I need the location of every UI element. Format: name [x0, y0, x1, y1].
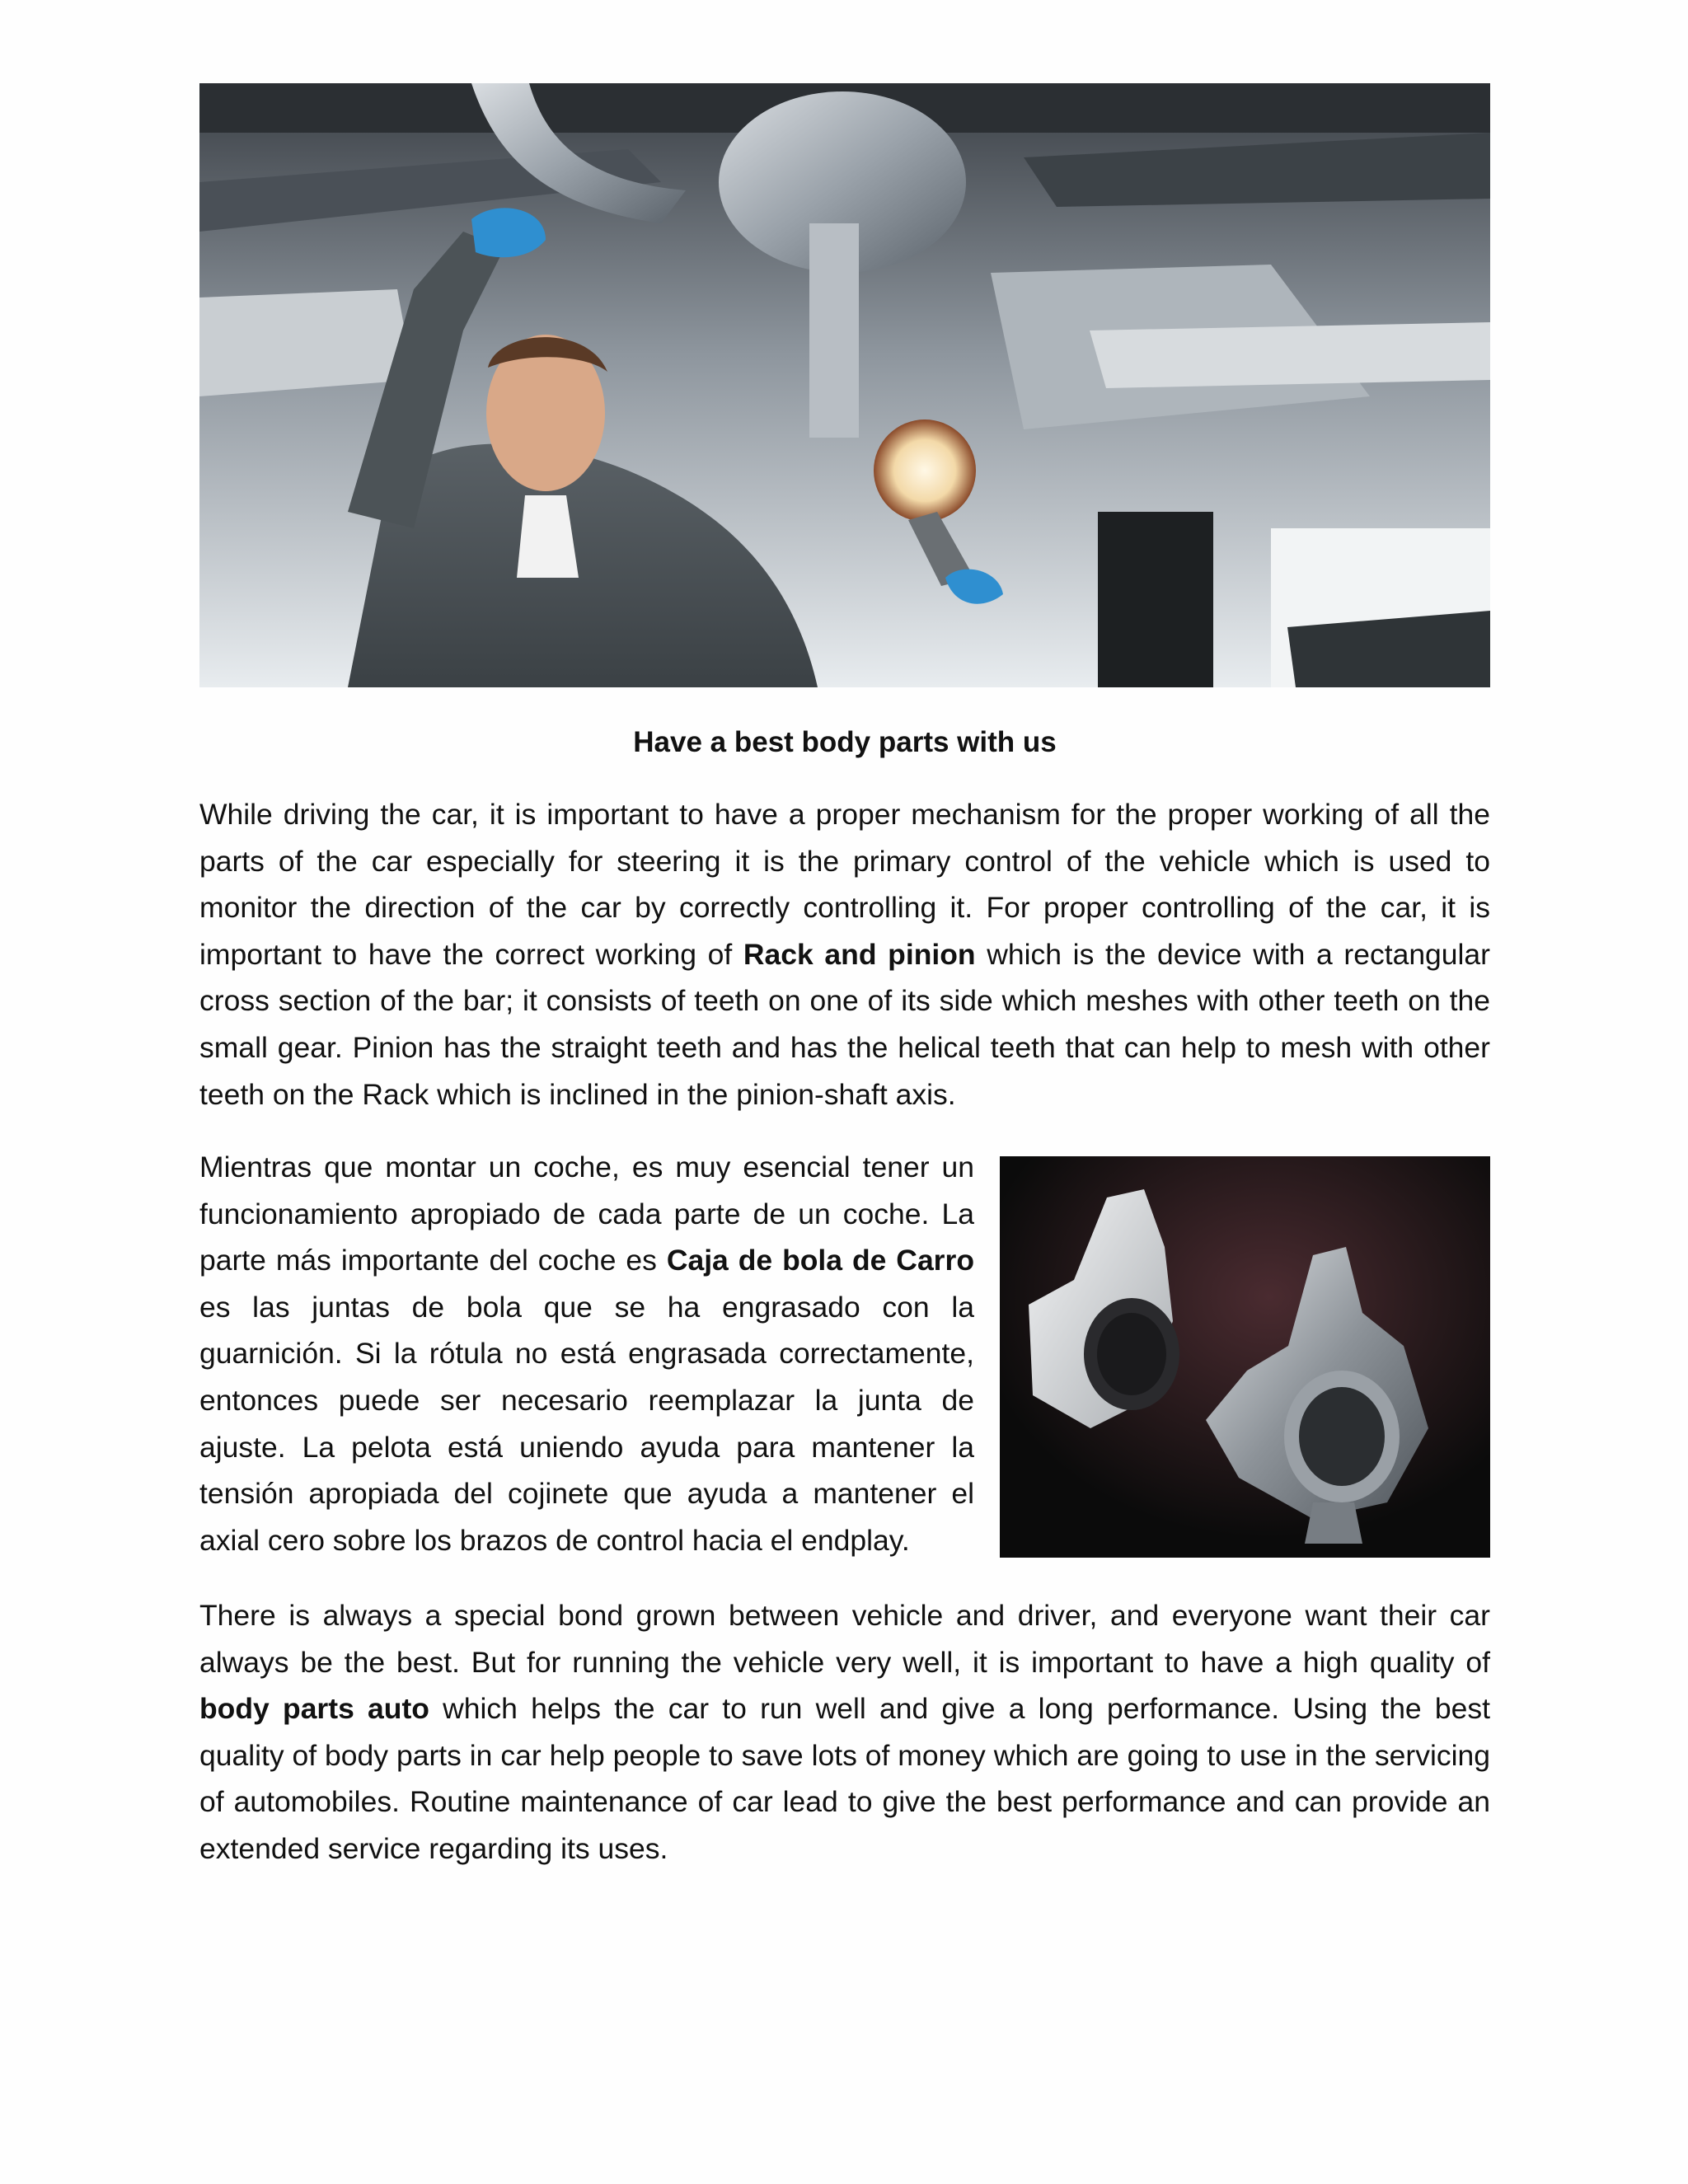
steering-knuckle-photo	[1000, 1156, 1490, 1558]
paragraph-text: While driving the car, it is important to have a proper mechanism for the proper working of all the parts of the car especially for steering it is the primary control of the vehicle which is used to monitor the direction of the car by correctly controlling it. For proper controlling of the car, it is important to have the correct working of	[199, 798, 1490, 971]
paragraph-text: which helps the car to run well and give a long performance. Using the best quality of body parts in car help people to save lots of money which are going to use in the servicing of automobiles. Routine maintenance of car lead to give the best performance and can provide an extended service regarding its uses.	[199, 1692, 1490, 1865]
mechanic-under-car-photo	[199, 83, 1490, 687]
article-title: Have a best body parts with us	[633, 726, 1057, 758]
bold-term: body parts auto	[199, 1692, 429, 1726]
paragraph-rack-and-pinion	[199, 791, 1490, 1118]
paragraph-text: Mientras que montar un coche, es muy esencial tener un funcionamiento apropiado de cada parte de un coche. La parte más importante del coche es	[199, 1151, 974, 1277]
bold-term: Rack and pinion	[743, 937, 976, 971]
paragraph-text: There is always a special bond grown between vehicle and driver, and everyone want their car always be the best. But for running the vehicle very well, it is important to have a high quality of	[199, 1599, 1490, 1679]
paragraph-text: which is the device with a rectangular cross section of the bar; it consists of teeth on one of its side which meshes with other teeth on the small gear. Pinion has the straight teeth and has the helical teeth that can help to mesh with other teeth on the Rack which is inclined in the pinion-shaft axis.	[199, 937, 1490, 1111]
paragraph-body-parts-auto	[199, 1592, 1490, 1872]
steering-knuckle-illustration	[1000, 1156, 1490, 1558]
paragraph-spanish	[199, 1144, 974, 1563]
paragraph-text: es las juntas de bola que se ha engrasado con la guarnición. Si la rótula no está engrasada correctamente, entonces puede ser necesario reemplazar la junta de ajuste. La pelota está uniendo ayuda para mantener la tensión apropiada del cojinete que ayuda a mantener el axial cero sobre los brazos de control hacia el endplay.	[199, 1290, 974, 1557]
bold-term: Caja de bola de Carro	[666, 1244, 974, 1277]
mechanic-photo-illustration	[199, 83, 1490, 687]
